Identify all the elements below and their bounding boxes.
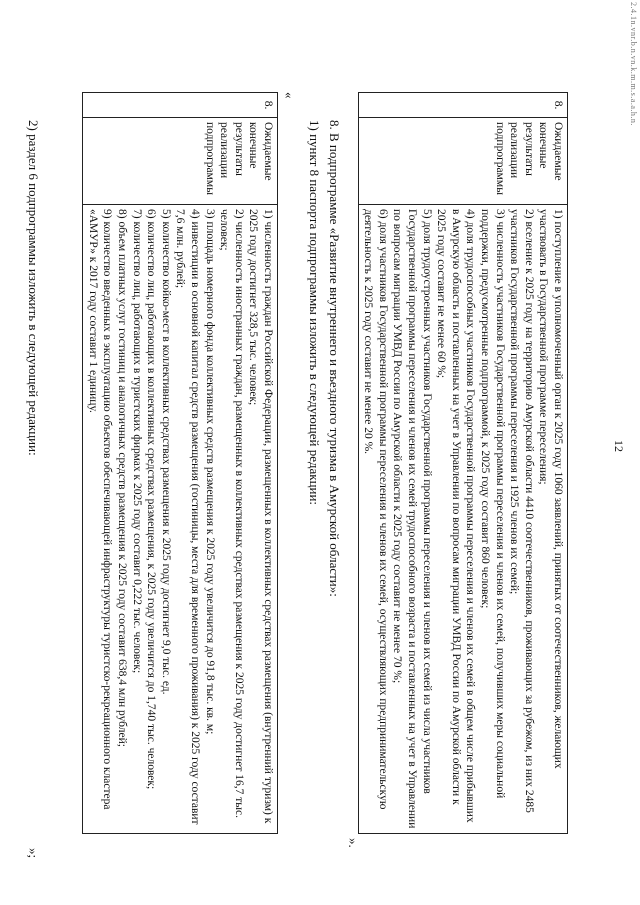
list-item: 6) доля участников Государственной программы переселения и членов их семей, осуществляющих предпринимательскую деятельность к 2025 году составит не менее 20 %. <box>362 209 389 810</box>
row-number: 8. <box>83 93 278 118</box>
list-item: 5) доля трудоустроенных участников Государственной программы переселения и членов их семей из числа участников Государственной программы переселения и членов их семей трудоспособного возраста и поставленных на учет в Управлении по вопросам миграции УМВД России по Амурской области к 2025 году составит не менее 70 %; <box>391 209 433 829</box>
passport-table-tourism <box>82 92 278 834</box>
subsection-heading-2: 2) раздел 6 подпрограммы изложить в следующей редакции: <box>26 120 41 456</box>
margin-scan-note: 2.4.1n.vnr.b.n.vn.k.m.m.s.a.a.h.n. <box>629 2 638 126</box>
closing-quote-2: »; <box>26 848 41 859</box>
closing-quote: ». <box>346 838 361 848</box>
row-number: 8. <box>358 93 567 118</box>
list-item: 7) количество лиц, работающих в туристских фирмах к 2025 году составит 0,222 тыс. человек; <box>130 209 143 674</box>
table-row <box>83 93 278 834</box>
subsection-heading: 1) пункт 8 паспорта подпрограммы изложить в следующей редакции: <box>307 120 322 506</box>
row-label: Ожидаемые конечные результаты реализации подпрограммы <box>83 118 278 205</box>
page-number: 12 <box>612 440 626 452</box>
list-item: 1) численность граждан Российской Федерации, размещенных в коллективных средствах размещения (внутренний туризм) к 2025 году достигнет 328,5 тыс. человек; <box>247 209 274 824</box>
list-item: 5) количество койко-мест в коллективных средствах размещения к 2025 году достигнет 9,0 тыс. ед. <box>159 209 172 695</box>
list-item: 1) поступление в уполномоченный орган к 2025 году 1060 заявлений, принятых от соотечественников, желающих участвовать в Государственной программе переселения; <box>537 209 564 769</box>
passport-table-resettlement <box>358 92 568 834</box>
list-item: 3) численность участников Государственной программы переселения и членов их семей, получивших меры социальной поддержки, предусмотренные подпрограммой, к 2025 году составит 860 человек; <box>479 209 506 799</box>
row-content <box>83 205 278 834</box>
list-item: 2) вселение к 2025 году на территорию Амурской области 4410 соотечественников, проживающих за рубежом, из них 2485 участников Государственной программы переселения и 1925 членов их семей; <box>508 209 535 813</box>
row-label: Ожидаемые конечные результаты реализации подпрограммы <box>358 118 567 205</box>
list-item: 4) доля трудоспособных участников Государственной программы переселения и членов их семей в общем числе прибывших в Амурскую область и поставленных на учет в Управлении по вопросам миграции УМВД России по Амурской области к 2025 году составит не менее 60 %; <box>435 209 477 823</box>
list-item: 8) объем платных услуг гостиниц и аналогичных средств размещения к 2025 году составит 638,4 млн рублей; <box>116 209 129 747</box>
list-item: 9) количество введенных в эксплуатацию объектов обеспечивающей инфраструктуры туристско-рекреационного кластера «АМУР» к 2017 году составит 1 единицу. <box>86 209 114 810</box>
list-item: 6) количество лиц, работающих в коллективных средствах размещения, к 2025 году увеличится до 1,740 тыс. человек; <box>145 209 158 790</box>
list-item: 4) инвестиции в основной капитал средств размещения (гостиницы, места для временного проживания) к 2025 году составит 7,6 млн. рублей; <box>174 209 202 825</box>
section-heading: 8. В подпрограмме «Развитие внутреннего и въездного туризма в Амурской области»: <box>327 120 342 597</box>
list-item: 3) площадь номерного фонда коллективных средств размещения к 2025 году увеличится до 91,8 тыс. кв. м; <box>203 209 216 735</box>
row-content <box>358 205 567 834</box>
list-item: 2) численность иностранных граждан, размещенных в коллективных средствах размещения к 2025 году достигнет 16,7 тыс. человек; <box>218 209 245 819</box>
opening-quote: « <box>282 92 297 99</box>
table-row <box>358 93 567 834</box>
